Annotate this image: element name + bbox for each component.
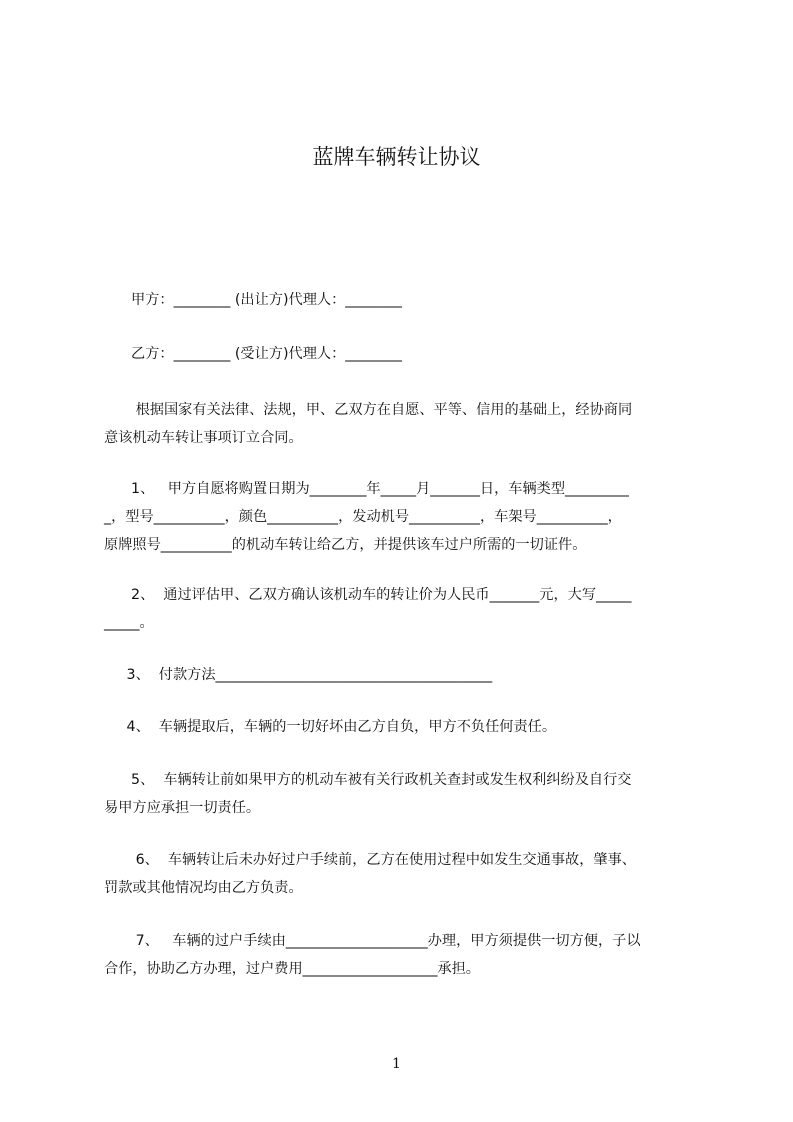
clause-3-line-1: 3、 付款方法_______________________________________ (104, 667, 493, 683)
party-a-line: 甲方：________ (出让方)代理人：________ (104, 292, 403, 308)
clause-4-line-1: 4、 车辆提取后，车辆的一切好坏由乙方自负，甲方不负任何责任。 (104, 719, 557, 735)
clause-1-line-3: 原牌照号__________的机动车转让给乙方，并提供该车过户所需的一切证件。 (104, 537, 587, 553)
clause-2-line-2: _____。 (104, 615, 154, 631)
clause-5-line-1: 5、 车辆转让前如果甲方的机动车被有关行政机关查封或发生权利纠纷及自行交 (104, 772, 632, 788)
clause-7-line-1: 7、 车辆的过户手续由____________________办理，甲方须提供一切方便，子以 (104, 933, 641, 949)
clause-5-line-2: 易甲方应承担一切责任。 (104, 800, 261, 816)
clause-2-line-1: 2、 通过评估甲、乙双方确认该机动车的转让价为人民币_______元，大写_____ (104, 587, 632, 603)
clause-7-line-2: 合作，协助乙方办理，过户费用___________________承担。 (104, 961, 480, 977)
clause-6-line-2: 罚款或其他情况均由乙方负责。 (104, 880, 303, 896)
intro-line-1: 根据国家有关法律、法规，甲、乙双方在自愿、平等、信用的基础上，经协商同 (104, 402, 633, 418)
document-title: 蓝牌车辆转让协议 (312, 145, 481, 169)
clause-1-line-2: _，型号__________，颜色__________，发动机号__________，车架号__________， (104, 509, 622, 525)
clause-6-line-1: 6、 车辆转让后未办好过户手续前，乙方在使用过程中如发生交通事故，肇事、 (104, 852, 636, 868)
intro-line-2: 意该机动车转让事项订立合同。 (104, 430, 303, 446)
clause-1-line-1: 1、 甲方自愿将购置日期为________年_____月_______日，车辆类型_________ (104, 481, 629, 497)
page-number: 1 (392, 1056, 401, 1072)
party-b-line: 乙方：________ (受让方)代理人：________ (104, 346, 403, 362)
